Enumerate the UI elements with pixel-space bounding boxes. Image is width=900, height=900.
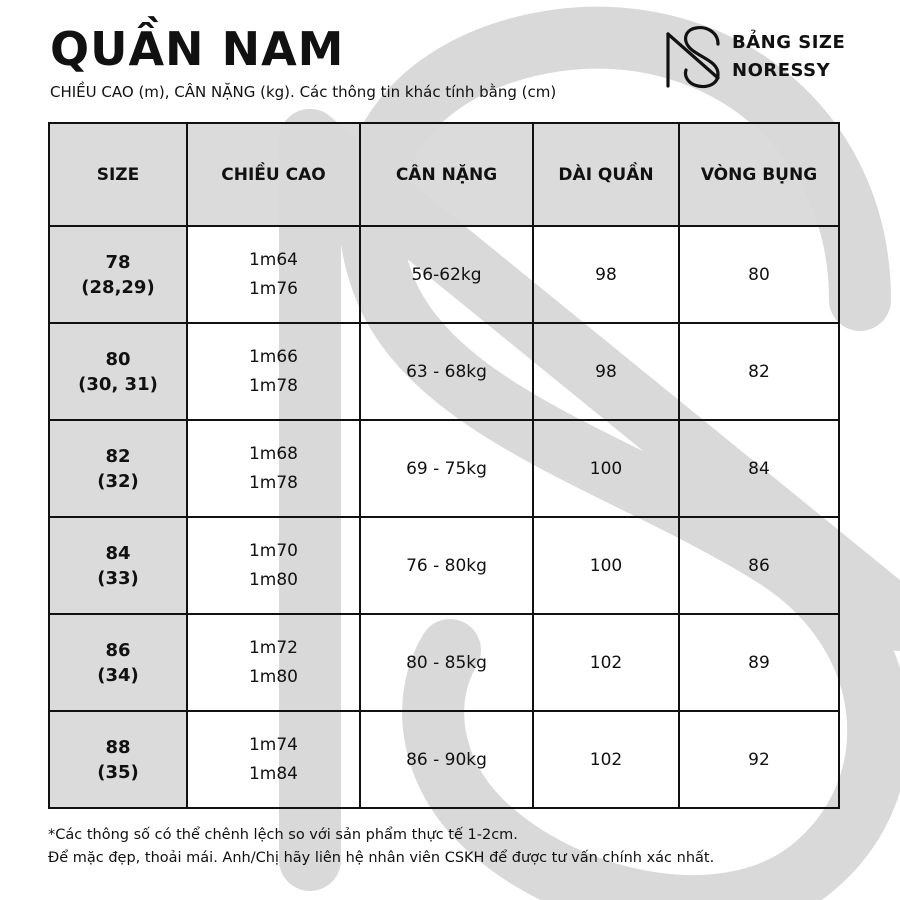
length-cell: 98 xyxy=(533,323,679,420)
weight-cell: 80 - 85kg xyxy=(360,614,533,711)
height-min: 1m64 xyxy=(248,249,298,270)
size-cell xyxy=(49,323,187,420)
length-cell: 98 xyxy=(533,226,679,323)
header-size: SIZE xyxy=(49,123,187,226)
size-alt-value: (28,29) xyxy=(81,276,155,298)
header-weight: CÂN NẶNG xyxy=(360,123,533,226)
brand-line-name: NORESSY xyxy=(732,60,831,81)
height-min: 1m70 xyxy=(248,540,298,561)
size-value: 82 xyxy=(105,445,131,467)
height-max: 1m84 xyxy=(248,763,298,784)
waist-cell: 82 xyxy=(679,323,839,420)
table-row xyxy=(49,420,839,517)
size-alt-value: (33) xyxy=(97,567,139,589)
table-row xyxy=(49,711,839,808)
waist-cell: 84 xyxy=(679,420,839,517)
table-row xyxy=(49,517,839,614)
size-value: 78 xyxy=(105,251,131,273)
table-row xyxy=(49,614,839,711)
table-row xyxy=(49,323,839,420)
size-cell xyxy=(49,226,187,323)
page-subtitle: CHIỀU CAO (m), CÂN NẶNG (kg). Các thông tin khác tính bằng (cm) xyxy=(50,83,557,101)
size-cell xyxy=(49,420,187,517)
length-cell: 102 xyxy=(533,614,679,711)
header-waist: VÒNG BỤNG xyxy=(679,123,839,226)
table-header-row xyxy=(49,123,839,226)
height-max: 1m78 xyxy=(248,472,298,493)
height-max: 1m78 xyxy=(248,375,298,396)
height-cell xyxy=(187,711,360,808)
brand-block xyxy=(664,22,845,92)
weight-cell: 56-62kg xyxy=(360,226,533,323)
header-length: DÀI QUẦN xyxy=(533,123,679,226)
brand-line-size-chart: BẢNG SIZE xyxy=(732,32,846,53)
note-contact: Để mặc đẹp, thoải mái. Anh/Chị hãy liên hệ nhân viên CSKH để được tư vấn chính xác nhất. xyxy=(48,850,715,866)
table-row xyxy=(49,226,839,323)
height-max: 1m76 xyxy=(248,278,298,299)
height-min: 1m74 xyxy=(248,734,298,755)
size-alt-value: (35) xyxy=(97,761,139,783)
waist-cell: 92 xyxy=(679,711,839,808)
size-alt-value: (30, 31) xyxy=(78,373,158,395)
noressy-logo-icon xyxy=(664,24,722,90)
length-cell: 100 xyxy=(533,517,679,614)
size-value: 86 xyxy=(105,639,131,661)
waist-cell: 80 xyxy=(679,226,839,323)
waist-cell: 89 xyxy=(679,614,839,711)
size-cell xyxy=(49,517,187,614)
page-title: QUẦN NAM xyxy=(50,22,345,76)
notes xyxy=(48,824,714,870)
weight-cell: 69 - 75kg xyxy=(360,420,533,517)
brand-text xyxy=(732,29,845,85)
header-height: CHIỀU CAO xyxy=(187,123,360,226)
weight-cell: 76 - 80kg xyxy=(360,517,533,614)
note-tolerance: *Các thông số có thể chênh lệch so với sản phẩm thực tế 1-2cm. xyxy=(48,827,518,843)
height-cell xyxy=(187,517,360,614)
weight-cell: 63 - 68kg xyxy=(360,323,533,420)
length-cell: 100 xyxy=(533,420,679,517)
size-table xyxy=(48,122,840,809)
size-alt-value: (34) xyxy=(97,664,139,686)
height-cell xyxy=(187,614,360,711)
size-value: 80 xyxy=(105,348,131,370)
height-max: 1m80 xyxy=(248,569,298,590)
size-value: 84 xyxy=(105,542,131,564)
height-min: 1m68 xyxy=(248,443,298,464)
weight-cell: 86 - 90kg xyxy=(360,711,533,808)
height-cell xyxy=(187,420,360,517)
height-min: 1m66 xyxy=(248,346,298,367)
height-cell xyxy=(187,226,360,323)
size-cell xyxy=(49,711,187,808)
height-min: 1m72 xyxy=(248,637,298,658)
height-max: 1m80 xyxy=(248,666,298,687)
size-alt-value: (32) xyxy=(97,470,139,492)
size-value: 88 xyxy=(105,736,131,758)
length-cell: 102 xyxy=(533,711,679,808)
waist-cell: 86 xyxy=(679,517,839,614)
size-cell xyxy=(49,614,187,711)
height-cell xyxy=(187,323,360,420)
